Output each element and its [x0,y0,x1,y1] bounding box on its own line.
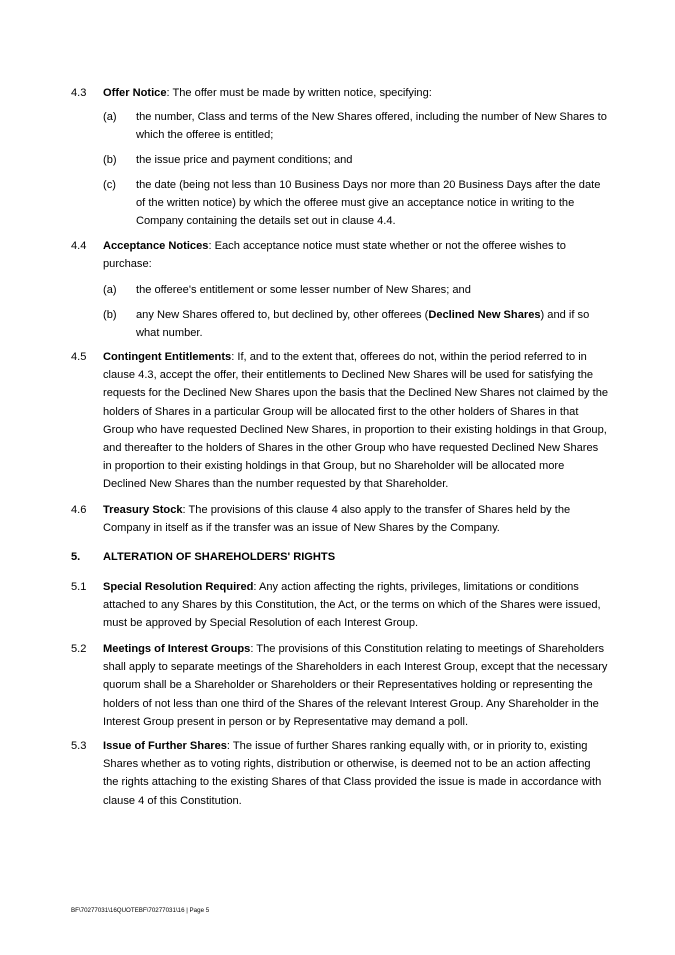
subclause-label: (a) [103,284,117,296]
clause-text: : The offer must be made by written notice, specifying: [166,87,432,99]
subclause-label: (a) [103,111,117,123]
clause-text: : Any action affecting the rights, privileges, limitations or conditions attached to any Shares by this Constitution, the Act, or the terms on which of the Shares were issued, must be approved by Special Resolution of each Interest Group. [103,581,601,630]
subclause-label: (c) [103,179,116,191]
clause-body [103,237,609,273]
clause-number: 4.5 [71,351,87,363]
section-number: 5. [71,551,81,563]
clause-number: 5.2 [71,643,87,655]
clause-4-5 [71,348,609,494]
clause-heading: Acceptance Notices [103,240,209,252]
clause-heading: Treasury Stock [103,504,183,516]
clause-text: : Each acceptance notice must state whether or not the offeree wishes to purchase: [103,240,566,271]
clause-body [103,501,609,537]
subclause-text: the offeree's entitlement or some lesser number of New Shares; and [136,284,471,296]
subclause-4-3-b [103,151,609,169]
subclause-4-3-c [103,176,609,231]
clause-text: : The provisions of this clause 4 also apply to the transfer of Shares held by the Company in itself as if the transfer was an issue of New Shares by the Company. [103,504,571,535]
clause-5-1 [71,578,609,633]
subclause-text-before: any New Shares offered to, but declined by, other offerees ( [136,309,429,321]
subclause-label: (b) [103,309,117,321]
clause-text: : The issue of further Shares ranking equally with, or in priority to, existing Shares whether as to voting rights, distribution or otherwise, is deemed not to be an action affecting the rights attaching to the existing Shares of that Class provided the issue is made in accordance with clause 4 of this Constitution. [103,740,602,807]
defined-term: Declined New Shares [428,309,541,321]
subclause-text [136,306,609,342]
subclause-text: the number, Class and terms of the New Shares offered, including the number of New Shares to which the offeree is entitled; [136,111,607,142]
clause-number: 4.6 [71,504,87,516]
subclause-text-after: ) and if so what number. [136,309,590,340]
subclause-4-3-a [103,108,609,144]
clause-text: : If, and to the extent that, offerees do not, within the period referred to in clause 4.3, accept the offer, their entitlements to Declined New Shares will be used for satisfying the requests for the Declined New Shares upon the basis that the Declined New Shares not claimed by the holders of Shares in a particular Group will be allocated first to the other holders of Shares in that Group who have requested Declined New Shares, in proportion to their existing holdings in that Group, and thereafter to the holders of Shares in the other Group who have requested Declined New Shares in proportion to their existing holdings in that Group, but no Shareholder will be allocated more Declined New Shares than the number requested by that Shareholder. [103,351,609,491]
clause-heading: Offer Notice [103,87,167,99]
section-5-heading [71,548,609,566]
clause-5-3 [71,737,609,810]
clause-body [103,578,609,633]
section-title: ALTERATION OF SHAREHOLDERS' RIGHTS [103,551,336,563]
subclause-4-4-a [103,281,609,299]
clause-number: 5.1 [71,581,87,593]
subclause-4-4-b [103,306,609,342]
clause-4-3 [71,84,609,102]
clause-body [103,737,609,810]
clause-body [103,84,609,102]
subclause-text: the date (being not less than 10 Business Days nor more than 20 Business Days after the date of the written notice) by which the offeree must give an acceptance notice in writing to the Company containing the details set out in clause 4.4. [136,179,601,228]
clause-text: : The provisions of this Constitution relating to meetings of Shareholders shall apply to separate meetings of the Shareholders in each Interest Group, except that the necessary quorum shall be a Shareholder or Shareholders or their Representatives holding or representing the holders of not less than one third of the Shares of the relevant Interest Group. Any Shareholder in the Interest Group present in person or by Representative may demand a poll. [103,643,608,728]
clause-5-2 [71,640,609,731]
page-footer: BF\70277031\16QUOTEBF\70277031\16 | Page 5 [71,907,210,914]
clause-number: 4.3 [71,87,87,99]
clause-heading: Issue of Further Shares [103,740,227,752]
clause-body [103,640,609,731]
subclause-label: (b) [103,154,117,166]
clause-heading: Meetings of Interest Groups [103,643,251,655]
clause-number: 4.4 [71,240,87,252]
clause-heading: Contingent Entitlements [103,351,232,363]
clause-4-6 [71,501,609,537]
clause-number: 5.3 [71,740,87,752]
subclause-text: the issue price and payment conditions; and [136,154,353,166]
clause-4-4 [71,237,609,273]
clause-heading: Special Resolution Required [103,581,254,593]
clause-body [103,348,609,494]
